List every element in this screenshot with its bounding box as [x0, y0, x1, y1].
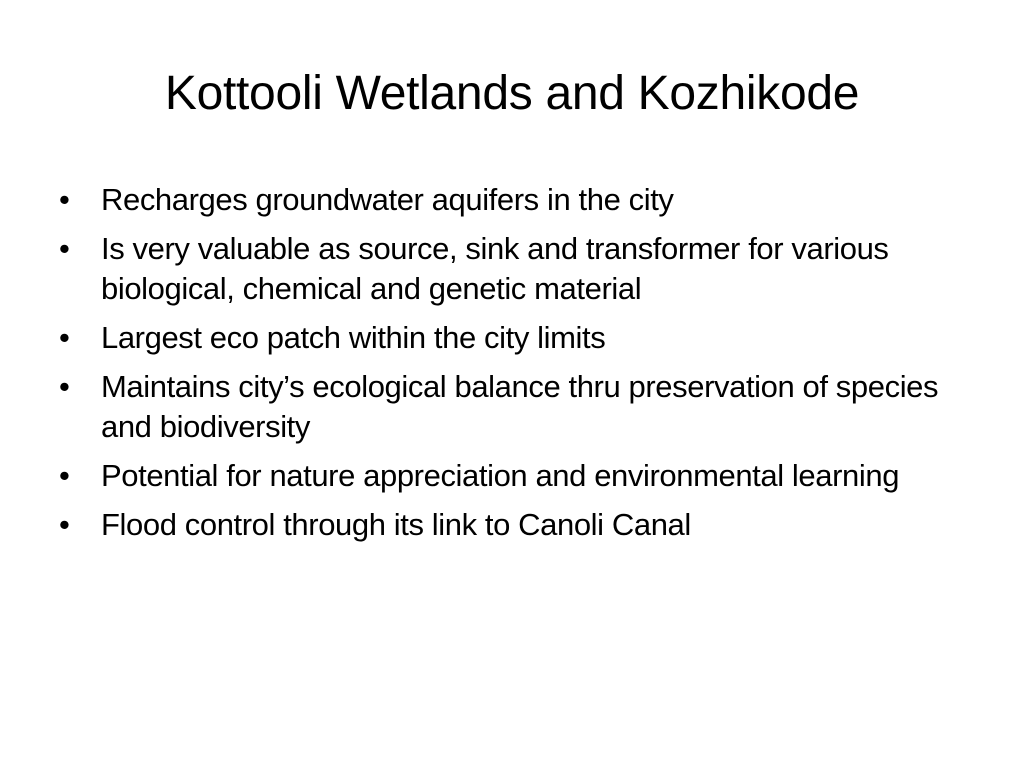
bullet-text: Largest eco patch within the city limits	[101, 320, 606, 355]
bullet-dot-icon: •	[59, 369, 70, 404]
bullet-item	[56, 229, 956, 309]
bullet-dot-icon: •	[59, 507, 70, 542]
slide-title: Kottooli Wetlands and Kozhikode	[164, 67, 860, 120]
bullet-item	[56, 505, 956, 545]
bullet-dot-icon: •	[59, 320, 70, 355]
bullet-item	[56, 456, 956, 496]
bullet-text: Flood control through its link to Canoli Canal	[101, 507, 691, 542]
bullet-item	[56, 180, 956, 220]
bullet-text: Recharges groundwater aquifers in the city	[101, 182, 674, 217]
bullet-list	[56, 180, 956, 554]
bullet-dot-icon: •	[59, 182, 70, 217]
bullet-text: Potential for nature appreciation and environmental learning	[101, 458, 900, 493]
bullet-dot-icon: •	[59, 458, 70, 493]
bullet-dot-icon: •	[59, 231, 70, 266]
bullet-item	[56, 318, 956, 358]
bullet-item	[56, 367, 956, 447]
bullet-text: Is very valuable as source, sink and transformer for various biological, chemical and genetic material	[101, 231, 889, 306]
bullet-text: Maintains city’s ecological balance thru preservation of species and biodiversity	[101, 369, 939, 444]
